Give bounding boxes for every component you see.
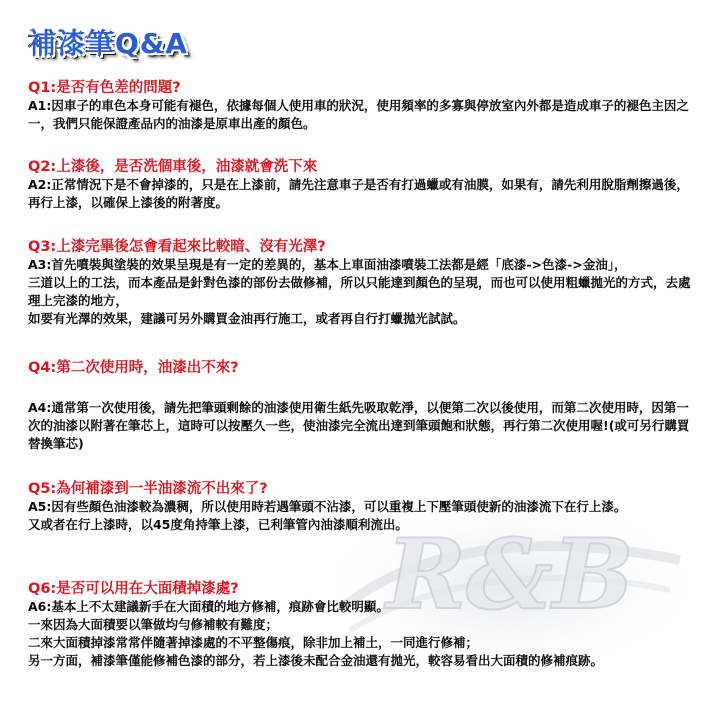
qa-item-5 bbox=[28, 480, 698, 534]
answer-4-paragraph: A4:通常第一次使用後，請先把筆頭剩餘的油漆使用衛生紙先吸取乾淨，以便第二次以後使用，而第二次使用時，因第一次的油漆以附著在筆芯上，這時可以按壓久一些，使油漆完全流出達到筆頭飽和狀態，再行第二次使用喔!(或可另行購買替換筆芯) bbox=[28, 400, 690, 451]
answer-6-paragraph-1: A6:基本上不太建議新手在大面積的地方修補，痕跡會比較明顯。 bbox=[28, 599, 389, 614]
answer-1 bbox=[28, 97, 698, 133]
page-title: 補漆筆Q&A bbox=[28, 27, 188, 60]
answer-5-paragraph-1: A5:因有些顏色油漆較為濃稠，所以使用時若遇筆頭不沾漆，可以重複上下壓筆頭使新的油漆流下在行上漆。 bbox=[28, 499, 627, 514]
question-2: Q2:上漆後，是否洗個車後，油漆就會洗下來 bbox=[28, 159, 318, 175]
answer-3-paragraph-3: 如要有光澤的效果，建議可另外購買金油再行施工，或者再自行打蠟拋光試試。 bbox=[28, 311, 466, 326]
question-3: Q3:上漆完畢後怎會看起來比較暗、沒有光澤? bbox=[28, 239, 326, 255]
qa-item-3 bbox=[28, 238, 698, 328]
question-5: Q5:為何補漆到一半油漆流不出來了? bbox=[28, 481, 268, 497]
answer-3 bbox=[28, 256, 698, 328]
answer-3-paragraph-1: A3:首先噴裝與塗裝的效果呈現是有一定的差異的，基本上車面油漆噴裝工法都是經「底漆->色漆->金油」， bbox=[28, 257, 627, 272]
qa-item-4 bbox=[28, 359, 698, 453]
svg-text:R&B: R&B bbox=[386, 518, 634, 631]
answer-3-paragraph-2: 三道以上的工法，而本產品是針對色漆的部份去做修補，所以只能達到顏色的呈現，而也可以使用粗蠟拋光的方式，去處理上完漆的地方， bbox=[28, 275, 691, 308]
answer-5 bbox=[28, 498, 698, 534]
qa-item-2 bbox=[28, 158, 698, 212]
answer-6-paragraph-2: 一來因為大面積要以筆做均勻修補較有難度； bbox=[28, 617, 279, 632]
answer-4 bbox=[28, 399, 698, 453]
answer-2 bbox=[28, 176, 698, 212]
question-6: Q6:是否可以用在大面積掉漆處? bbox=[28, 581, 239, 597]
answer-6 bbox=[28, 598, 698, 670]
answer-2-paragraph: A2:正常情況下是不會掉漆的，只是在上漆前，請先注意車子是否有打過蠟或有油膜，如果有，請先利用脫脂劑擦過後，再行上漆，以確保上漆後的附著度。 bbox=[28, 177, 689, 210]
qa-item-1 bbox=[28, 79, 698, 133]
question-1: Q1:是否有色差的問題? bbox=[28, 80, 181, 96]
answer-1-paragraph: A1:因車子的車色本身可能有褪色，依據每個人使用車的狀況，使用頻率的多寡與停放室內外都是造成車子的褪色主因之一，我們只能保證產品内的油漆是原車出產的顏色。 bbox=[28, 98, 689, 131]
answer-6-paragraph-4: 另一方面，補漆筆僅能修補色漆的部分，若上漆後未配合金油還有拋光，較容易看出大面積的修補痕跡。 bbox=[28, 653, 604, 668]
question-4: Q4:第二次使用時，油漆出不來? bbox=[28, 360, 239, 376]
answer-5-paragraph-2: 又或者在行上漆時，以45度角持筆上漆，已利筆管內油漆順利流出。 bbox=[28, 517, 408, 532]
qa-item-6 bbox=[28, 580, 698, 670]
answer-6-paragraph-3: 二來大面積掉漆常常伴隨著掉漆處的不平整傷痕，除非加上補土，一同進行修補； bbox=[28, 635, 479, 650]
